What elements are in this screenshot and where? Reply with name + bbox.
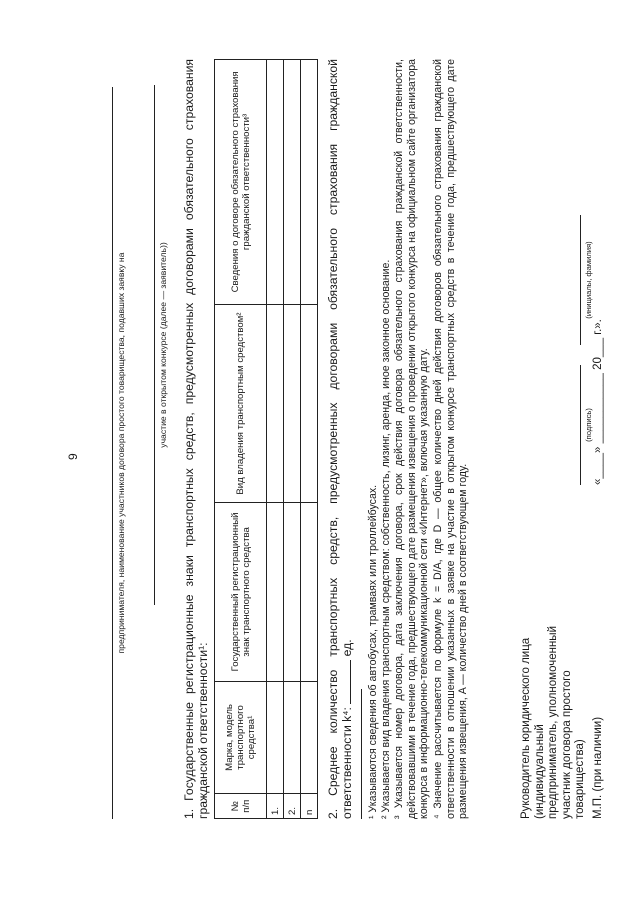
table-cell: [267, 503, 284, 681]
col-model-header: Марка, модель транспортного средства¹: [215, 681, 267, 794]
table-cell: [267, 681, 284, 794]
signature-caption: (подпись): [584, 408, 593, 442]
header-rule-2: [154, 85, 155, 605]
table-cell: 1.: [267, 794, 284, 819]
name-caption: (инициалы, фамилия): [584, 241, 593, 319]
table-cell: n: [301, 794, 318, 819]
table-cell: [284, 60, 301, 305]
section-1-heading: 1. Государственные регистрационные знаки транспортных средств, предусмотренных договорами обязательного страхования гражданской ответственности¹:: [182, 59, 210, 819]
header-rule: [112, 87, 113, 819]
table-row: [301, 60, 318, 819]
col-insurance-header: Сведения о договоре обязательного страхования гражданской ответственности³: [215, 60, 267, 305]
table-cell: [301, 304, 318, 502]
table-row: [267, 60, 284, 819]
footnote-1: ¹ Указываются сведения об автобусах, трамваях или троллейбусах.: [367, 484, 379, 819]
table-cell: [267, 60, 284, 305]
table-row: [284, 60, 301, 819]
table-cell: [284, 304, 301, 502]
stamp-label: М.П. (при наличии): [592, 716, 604, 819]
average-count-blank: [340, 660, 351, 704]
header-caption-line2: участие в открытом конкурсе (далее — заявитель)): [158, 242, 168, 448]
table-cell: [301, 503, 318, 681]
col-plate-header: Государственный регистрационный знак транспортного средства: [215, 503, 267, 681]
footnote-3: ³ Указывается номер договора, дата заключения договора, срок действия договора обязательного страхования гражданской ответственности, действовавшими в течение года, предшествующего дате размещения извещения о проведении открытого конкурса на официальном сайте организатора конкурса в информационно-телекоммуникационной сети «Интернет», включая указанную дату.: [393, 59, 430, 819]
header-caption-line1: предпринимателя, наименование участников договора простого товарищества, подавших заявку на: [116, 252, 126, 654]
table-cell: [267, 304, 284, 502]
signature-line: [580, 365, 581, 485]
section-2-label: 2. Среднее количество транспортных средств, предусмотренных договорами обязательного страхования гражданской ответственности k⁴:: [326, 59, 354, 819]
table-header-row: [215, 60, 267, 819]
table-cell: [284, 503, 301, 681]
footnote-rule: [361, 689, 362, 819]
table-cell: [284, 681, 301, 794]
table-cell: [301, 681, 318, 794]
section-2-text: [326, 59, 354, 819]
date-field: «____» ___________ 20___ г.».: [592, 319, 604, 485]
vehicles-table: [214, 59, 318, 819]
footnote-2: ² Указывается вид владения транспортным средством: собственность, лизинг, аренда, иное законное основание.: [380, 259, 392, 819]
unit-label: ед.: [340, 639, 354, 657]
table-cell: [301, 60, 318, 305]
footnote-4: ⁴ Значение рассчитывается по формуле k = D/A, где D — общее количество дней действия договоров обязательного страхования гражданской ответственности в отношении указанных в заявке на участие в открытом конкурсе транспортных средств в течение года, предшествующего дате размещения извещения, A — количество дней в соответствующем году.: [432, 59, 469, 819]
page-number: 9: [66, 453, 80, 460]
table-cell: 2.: [284, 794, 301, 819]
col-ownership-header: Вид владения транспортным средством²: [215, 304, 267, 502]
signatory-role: Руководитель юридического лица (индивидуальный предприниматель, уполномоченный участник договора простого товарищества): [520, 626, 586, 819]
col-number-header: № п/п: [215, 794, 267, 819]
name-line: [580, 215, 581, 345]
